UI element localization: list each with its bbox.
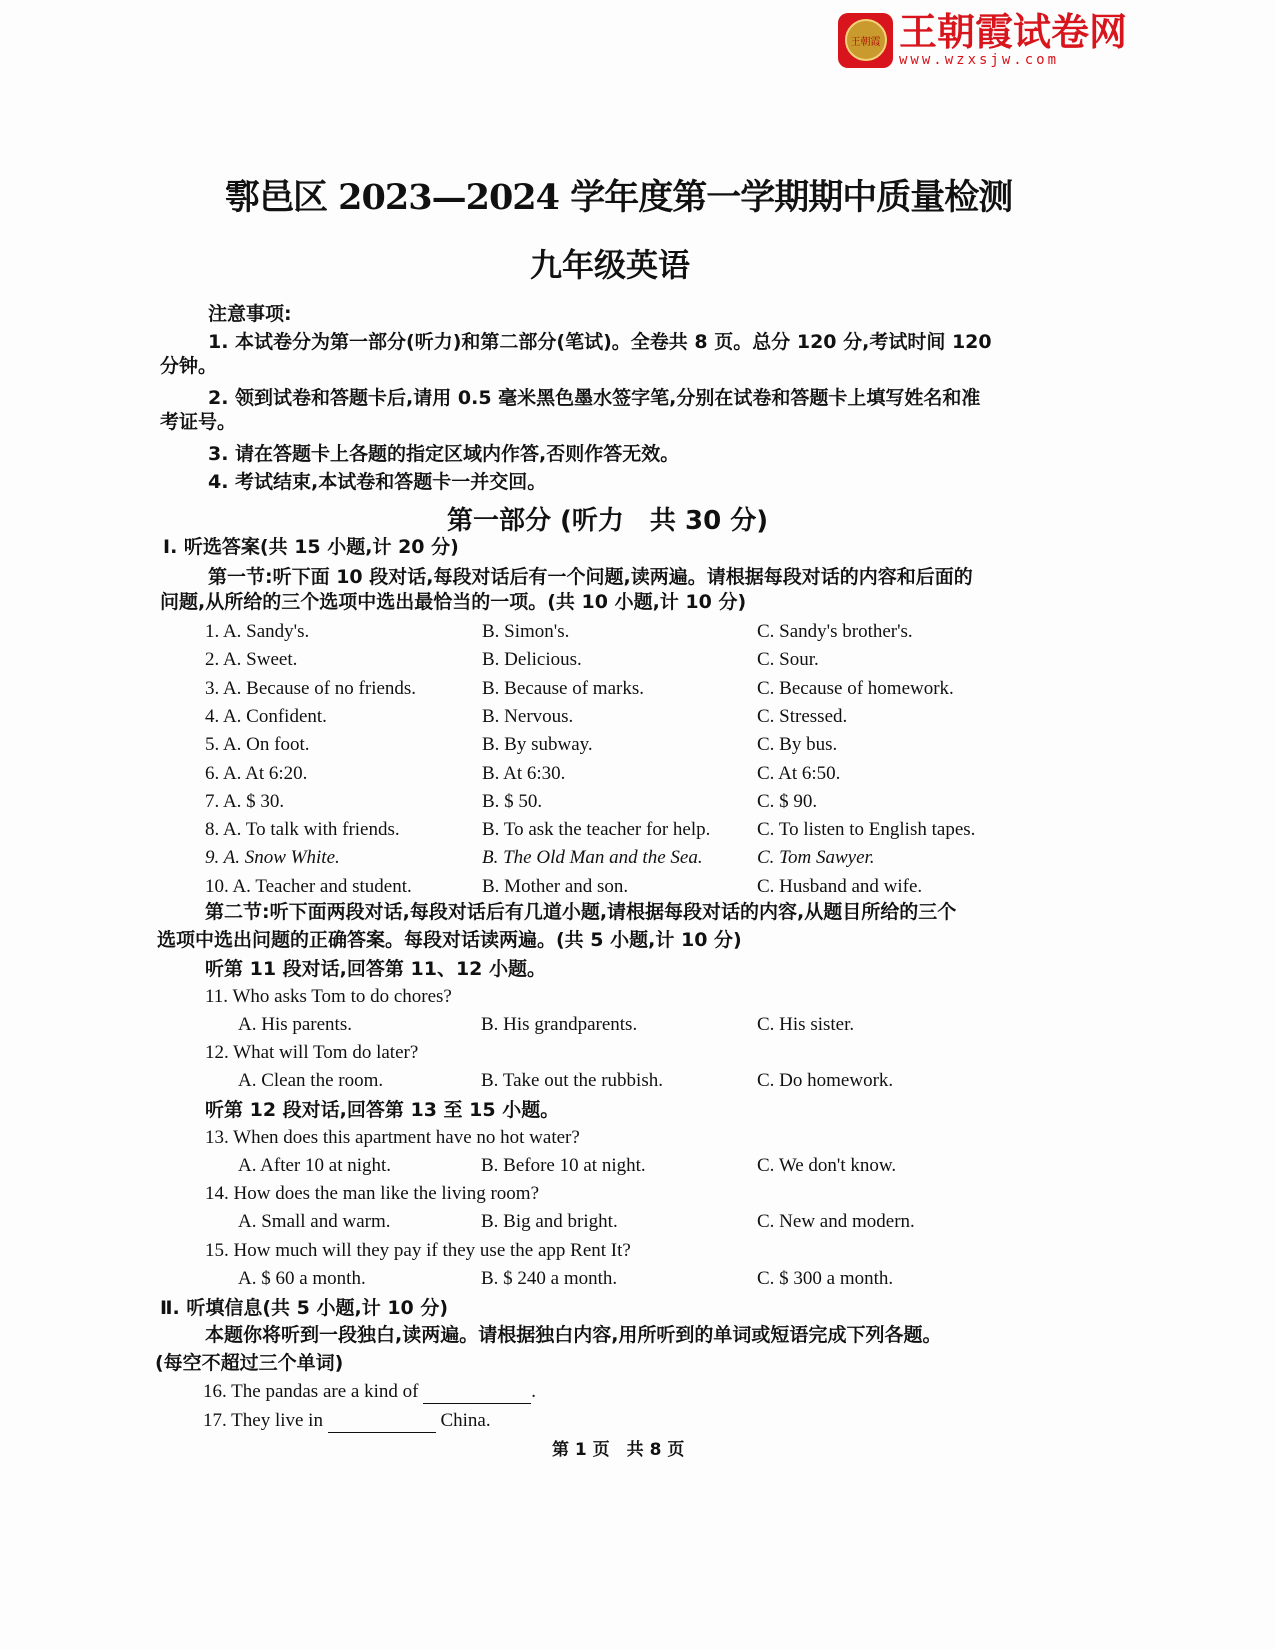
option-c: C. Sour. <box>757 649 819 671</box>
option-a: 5. A. On foot. <box>205 734 310 756</box>
option-b: B. By subway. <box>482 734 593 756</box>
section-intro: 选项中选出问题的正确答案。每段对话读两遍。(共 5 小题,计 10 分) <box>157 929 742 951</box>
option-b: B. $ 240 a month. <box>481 1268 618 1289</box>
option-a: A. His parents. <box>238 1014 352 1035</box>
option-a: 2. A. Sweet. <box>205 649 298 671</box>
option-c: C. We don't know. <box>757 1155 897 1176</box>
question-text: 11. Who asks Tom to do chores? <box>205 986 452 1007</box>
option-b: B. Before 10 at night. <box>481 1155 646 1176</box>
question-17 <box>203 1409 491 1433</box>
option-c: C. Husband and wife. <box>757 875 923 897</box>
question-text: 13. When does this apartment have no hot water? <box>205 1127 580 1148</box>
logo-badge-icon <box>838 13 893 68</box>
option-a: A. Clean the room. <box>238 1070 384 1091</box>
exam-title: 鄠邑区 2023—2024 学年度第一学期期中质量检测 <box>225 177 1013 218</box>
page-footer: 第 1 页 共 8 页 <box>552 1440 685 1460</box>
part1-heading: 第一部分 (听力 共 30 分) <box>447 506 769 536</box>
option-b: B. To ask the teacher for help. <box>482 819 711 841</box>
option-a: 9. A. Snow White. <box>205 847 340 869</box>
option-b: B. Take out the rubbish. <box>481 1070 663 1091</box>
question-text: 12. What will Tom do later? <box>205 1042 419 1063</box>
note-line: 分钟。 <box>160 355 218 377</box>
note-line: 考证号。 <box>160 411 237 433</box>
option-b: B. At 6:30. <box>482 762 566 784</box>
option-b: B. Nervous. <box>482 705 574 727</box>
section-intro: 第二节:听下面两段对话,每段对话后有几道小题,请根据每段对话的内容,从题目所给的三个 <box>205 901 957 923</box>
question-17-text: 17. They live in <box>203 1410 323 1431</box>
question-17-end: China. <box>440 1410 491 1431</box>
option-b: B. Simon's. <box>482 621 570 642</box>
section-intro: 本题你将听到一段独白,读两遍。请根据独白内容,用所听到的单词或短语完成下列各题。 <box>205 1324 942 1346</box>
option-c: C. By bus. <box>757 734 838 756</box>
option-c: C. Do homework. <box>757 1070 894 1091</box>
note-line: 2. 领到试卷和答题卡后,请用 0.5 毫米黑色墨水签字笔,分别在试卷和答题卡上填写姓名和准 <box>208 387 981 409</box>
option-c: C. At 6:50. <box>757 762 841 784</box>
option-c: C. $ 300 a month. <box>757 1268 894 1289</box>
section-intro: 第一节:听下面 10 段对话,每段对话后有一个问题,读两遍。请根据每段对话的内容和后面的 <box>208 566 973 588</box>
question-16-end: . <box>531 1381 536 1402</box>
option-a: 7. A. $ 30. <box>205 790 285 812</box>
question-text: 14. How does the man like the living room? <box>205 1183 540 1204</box>
option-b: B. His grandparents. <box>481 1014 638 1035</box>
option-c: C. Tom Sawyer. <box>757 847 875 869</box>
option-c: C. Sandy's brother's. <box>757 621 913 642</box>
question-text: 15. How much will they pay if they use the app Rent It? <box>205 1240 631 1261</box>
question-16-text: 16. The pandas are a kind of <box>203 1381 419 1402</box>
option-c: C. Stressed. <box>757 705 848 727</box>
answer-blank-17[interactable] <box>328 1414 436 1433</box>
logo-badge-text: 王朝霞 <box>845 19 887 61</box>
option-a: 4. A. Confident. <box>205 705 327 727</box>
option-c: C. $ 90. <box>757 790 818 812</box>
notes-heading: 注意事项: <box>208 303 292 325</box>
section-intro: (每空不超过三个单词) <box>155 1352 344 1374</box>
section2-heading: Ⅱ. 听填信息(共 5 小题,计 10 分) <box>160 1297 449 1319</box>
option-b: B. Because of marks. <box>482 677 644 699</box>
option-a: 10. A. Teacher and student. <box>205 875 412 897</box>
option-c: C. To listen to English tapes. <box>757 819 976 841</box>
option-a: 3. A. Because of no friends. <box>205 677 417 699</box>
answer-blank-16[interactable] <box>423 1385 531 1404</box>
option-a: A. $ 60 a month. <box>238 1268 366 1289</box>
option-b: B. The Old Man and the Sea. <box>482 847 703 869</box>
option-b: B. Big and bright. <box>481 1211 618 1232</box>
section-intro: 问题,从所给的三个选项中选出最恰当的一项。(共 10 小题,计 10 分) <box>160 591 747 613</box>
option-b: B. Delicious. <box>482 649 582 671</box>
note-line: 3. 请在答题卡上各题的指定区域内作答,否则作答无效。 <box>208 443 680 465</box>
logo-name: 王朝霞试卷网 <box>899 10 1128 54</box>
option-c: C. Because of homework. <box>757 677 954 699</box>
option-b: B. Mother and son. <box>482 875 629 897</box>
option-a: 1. A. Sandy's. <box>205 621 310 642</box>
note-line: 1. 本试卷分为第一部分(听力)和第二部分(笔试)。全卷共 8 页。总分 120 分,考试时间 120 <box>208 331 992 353</box>
option-a: 6. A. At 6:20. <box>205 762 308 784</box>
option-c: C. His sister. <box>757 1014 855 1035</box>
option-a: A. After 10 at night. <box>238 1155 392 1176</box>
question-16 <box>203 1380 536 1404</box>
dialog-instruction: 听第 12 段对话,回答第 13 至 15 小题。 <box>205 1099 560 1121</box>
note-line: 4. 考试结束,本试卷和答题卡一并交回。 <box>208 471 547 493</box>
dialog-instruction: 听第 11 段对话,回答第 11、12 小题。 <box>205 958 546 980</box>
logo-url: www.wzxsjw.com <box>899 52 1060 68</box>
section1-heading: Ⅰ. 听选答案(共 15 小题,计 20 分) <box>163 536 459 558</box>
option-c: C. New and modern. <box>757 1211 915 1232</box>
option-b: B. $ 50. <box>482 790 543 812</box>
option-a: A. Small and warm. <box>238 1211 391 1232</box>
site-logo <box>838 12 1127 68</box>
option-a: 8. A. To talk with friends. <box>205 819 400 841</box>
exam-subtitle: 九年级英语 <box>530 246 691 284</box>
